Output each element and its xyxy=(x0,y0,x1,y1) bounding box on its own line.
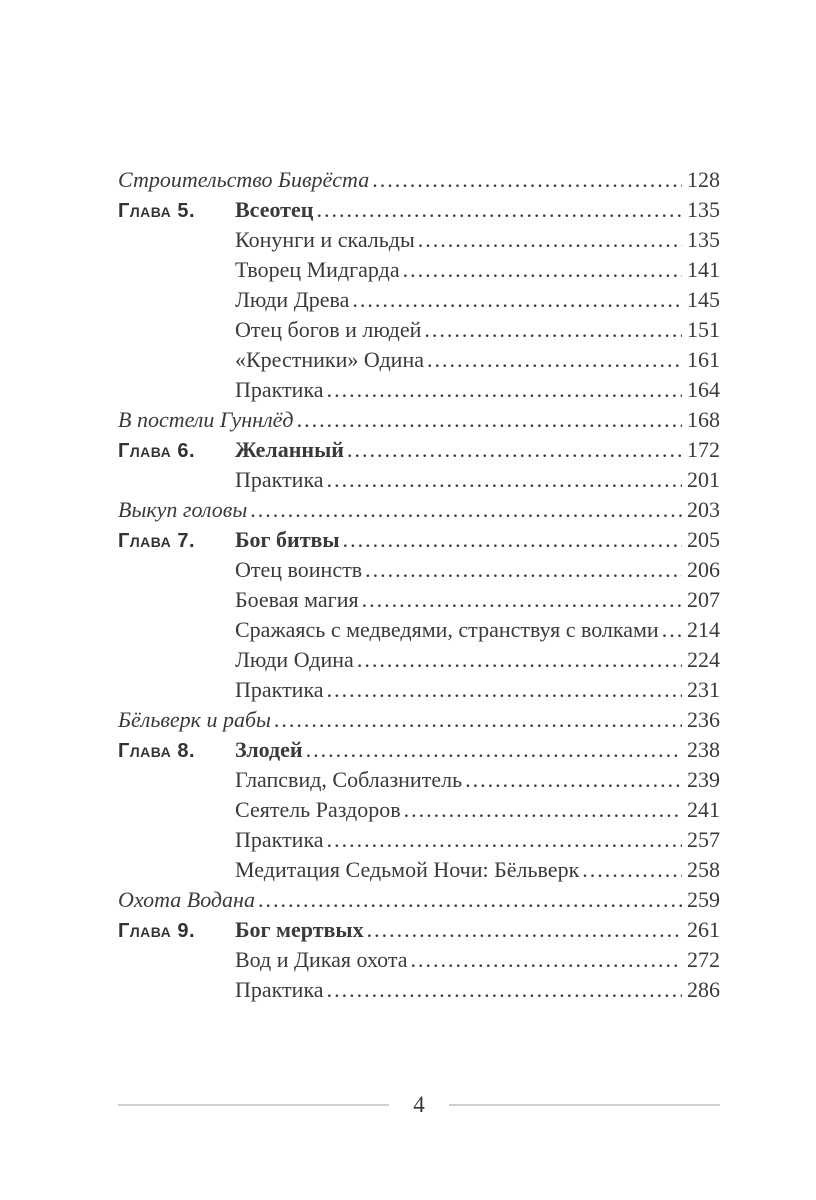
entry-page-number: 141 xyxy=(687,257,720,282)
entry-page-number: 145 xyxy=(687,287,720,312)
entry-page-number: 205 xyxy=(687,527,720,552)
entry-page-number: 239 xyxy=(687,767,720,792)
dot-leader xyxy=(427,345,682,375)
dot-leader xyxy=(411,945,683,975)
entry-page-number: 151 xyxy=(687,317,720,342)
entry-page-number: 161 xyxy=(687,347,720,372)
chapter-label: Глава 6. xyxy=(118,440,196,462)
dot-leader xyxy=(274,705,682,735)
dot-leader xyxy=(258,885,682,915)
entry-title: Строительство Биврёста xyxy=(118,167,370,192)
toc-entry-sub xyxy=(118,345,720,375)
entry-title: Практика xyxy=(235,827,324,852)
entry-title: Практика xyxy=(235,467,324,492)
toc-entry-sub xyxy=(118,645,720,675)
toc-entry-sub xyxy=(118,945,720,975)
entry-page-number: 236 xyxy=(687,707,720,732)
entry-title: Сеятель Раздоров xyxy=(235,797,401,822)
toc-entry-chapter xyxy=(118,195,720,225)
toc-entry-sub xyxy=(118,795,720,825)
entry-page-number: 207 xyxy=(687,587,720,612)
toc-entry-sub xyxy=(118,855,720,885)
dot-leader xyxy=(327,975,682,1005)
dot-leader xyxy=(316,195,682,225)
toc-entry-sub xyxy=(118,285,720,315)
entry-title: «Крестники» Одина xyxy=(235,347,424,372)
entry-title: Конунги и скальды xyxy=(235,227,415,252)
chapter-label: Глава 8. xyxy=(118,740,196,762)
entry-title: Сражаясь с медведями, странствуя с волками xyxy=(235,617,659,642)
entry-title: Творец Мидгарда xyxy=(235,257,400,282)
toc-entry-sub xyxy=(118,255,720,285)
dot-leader xyxy=(365,555,682,585)
entry-title: Злодей xyxy=(235,737,303,762)
dot-leader xyxy=(347,435,682,465)
chapter-label: Глава 7. xyxy=(118,530,196,552)
entry-page-number: 286 xyxy=(687,977,720,1002)
toc-entry-chapter xyxy=(118,435,720,465)
entry-page-number: 203 xyxy=(687,497,720,522)
toc-entry-chapter xyxy=(118,915,720,945)
toc-entry-interlude xyxy=(118,165,720,195)
entry-title: Практика xyxy=(235,977,324,1002)
entry-page-number: 135 xyxy=(687,227,720,252)
entry-page-number: 257 xyxy=(687,827,720,852)
toc-entry-sub xyxy=(118,615,720,645)
entry-title: Бог мертвых xyxy=(235,917,364,942)
toc-entry-chapter xyxy=(118,525,720,555)
page-footer xyxy=(118,1092,720,1118)
toc-entry-sub xyxy=(118,375,720,405)
toc-entry-interlude xyxy=(118,705,720,735)
dot-leader xyxy=(367,915,682,945)
entry-title: Всеотец xyxy=(235,197,314,222)
entry-title: Практика xyxy=(235,377,324,402)
footer-rule-right xyxy=(449,1104,720,1106)
dot-leader xyxy=(306,735,682,765)
dot-leader xyxy=(297,405,682,435)
entry-page-number: 231 xyxy=(687,677,720,702)
chapter-label: Глава 9. xyxy=(118,920,196,942)
dot-leader xyxy=(327,465,682,495)
entry-page-number: 238 xyxy=(687,737,720,762)
toc-entry-interlude xyxy=(118,885,720,915)
entry-page-number: 135 xyxy=(687,197,720,222)
entry-page-number: 241 xyxy=(687,797,720,822)
entry-title: Бог битвы xyxy=(235,527,340,552)
dot-leader xyxy=(357,645,682,675)
entry-title: Вод и Дикая охота xyxy=(235,947,408,972)
dot-leader xyxy=(465,765,682,795)
entry-title: Бёльверк и рабы xyxy=(118,707,271,732)
entry-page-number: 261 xyxy=(687,917,720,942)
toc-entry-sub xyxy=(118,675,720,705)
dot-leader xyxy=(362,585,682,615)
entry-title: Медитация Седьмой Ночи: Бёльверк xyxy=(235,857,580,882)
entry-page-number: 172 xyxy=(687,437,720,462)
entry-page-number: 164 xyxy=(687,377,720,402)
entry-page-number: 258 xyxy=(687,857,720,882)
entry-title: Отец воинств xyxy=(235,557,363,582)
dot-leader xyxy=(662,615,682,645)
entry-title: Люди Древа xyxy=(235,287,350,312)
chapter-label: Глава 5. xyxy=(118,200,196,222)
toc-entry-sub xyxy=(118,465,720,495)
dot-leader xyxy=(403,255,682,285)
dot-leader xyxy=(404,795,682,825)
dot-leader xyxy=(327,375,682,405)
entry-page-number: 214 xyxy=(687,617,720,642)
toc-entry-sub xyxy=(118,555,720,585)
table-of-contents xyxy=(118,165,720,1005)
toc-entry-sub xyxy=(118,765,720,795)
entry-title: В постели Гуннлёд xyxy=(118,407,294,432)
toc-entry-sub xyxy=(118,585,720,615)
dot-leader xyxy=(250,495,682,525)
dot-leader xyxy=(327,675,682,705)
entry-title: Выкуп головы xyxy=(118,497,248,522)
dot-leader xyxy=(327,825,682,855)
entry-page-number: 201 xyxy=(687,467,720,492)
dot-leader xyxy=(582,855,682,885)
dot-leader xyxy=(424,315,682,345)
entry-page-number: 259 xyxy=(687,887,720,912)
entry-title: Отец богов и людей xyxy=(235,317,422,342)
dot-leader xyxy=(343,525,682,555)
toc-entry-interlude xyxy=(118,405,720,435)
dot-leader xyxy=(418,225,682,255)
toc-entry-sub xyxy=(118,315,720,345)
toc-entry-sub xyxy=(118,225,720,255)
entry-title: Охота Водана xyxy=(118,887,255,912)
toc-entry-interlude xyxy=(118,495,720,525)
entry-page-number: 224 xyxy=(687,647,720,672)
entry-title: Боевая магия xyxy=(235,587,359,612)
entry-page-number: 128 xyxy=(687,167,720,192)
dot-leader xyxy=(372,165,682,195)
entry-title: Практика xyxy=(235,677,324,702)
toc-entry-sub xyxy=(118,825,720,855)
entry-page-number: 272 xyxy=(687,947,720,972)
toc-entry-chapter xyxy=(118,735,720,765)
entry-page-number: 206 xyxy=(687,557,720,582)
entry-title: Люди Одина xyxy=(235,647,354,672)
entry-title: Желанный xyxy=(235,437,344,462)
entry-title: Глапсвид, Соблазнитель xyxy=(235,767,463,792)
entry-page-number: 168 xyxy=(687,407,720,432)
footer-rule-left xyxy=(118,1104,389,1106)
toc-entry-sub xyxy=(118,975,720,1005)
page-number: 4 xyxy=(413,1092,425,1117)
dot-leader xyxy=(352,285,682,315)
